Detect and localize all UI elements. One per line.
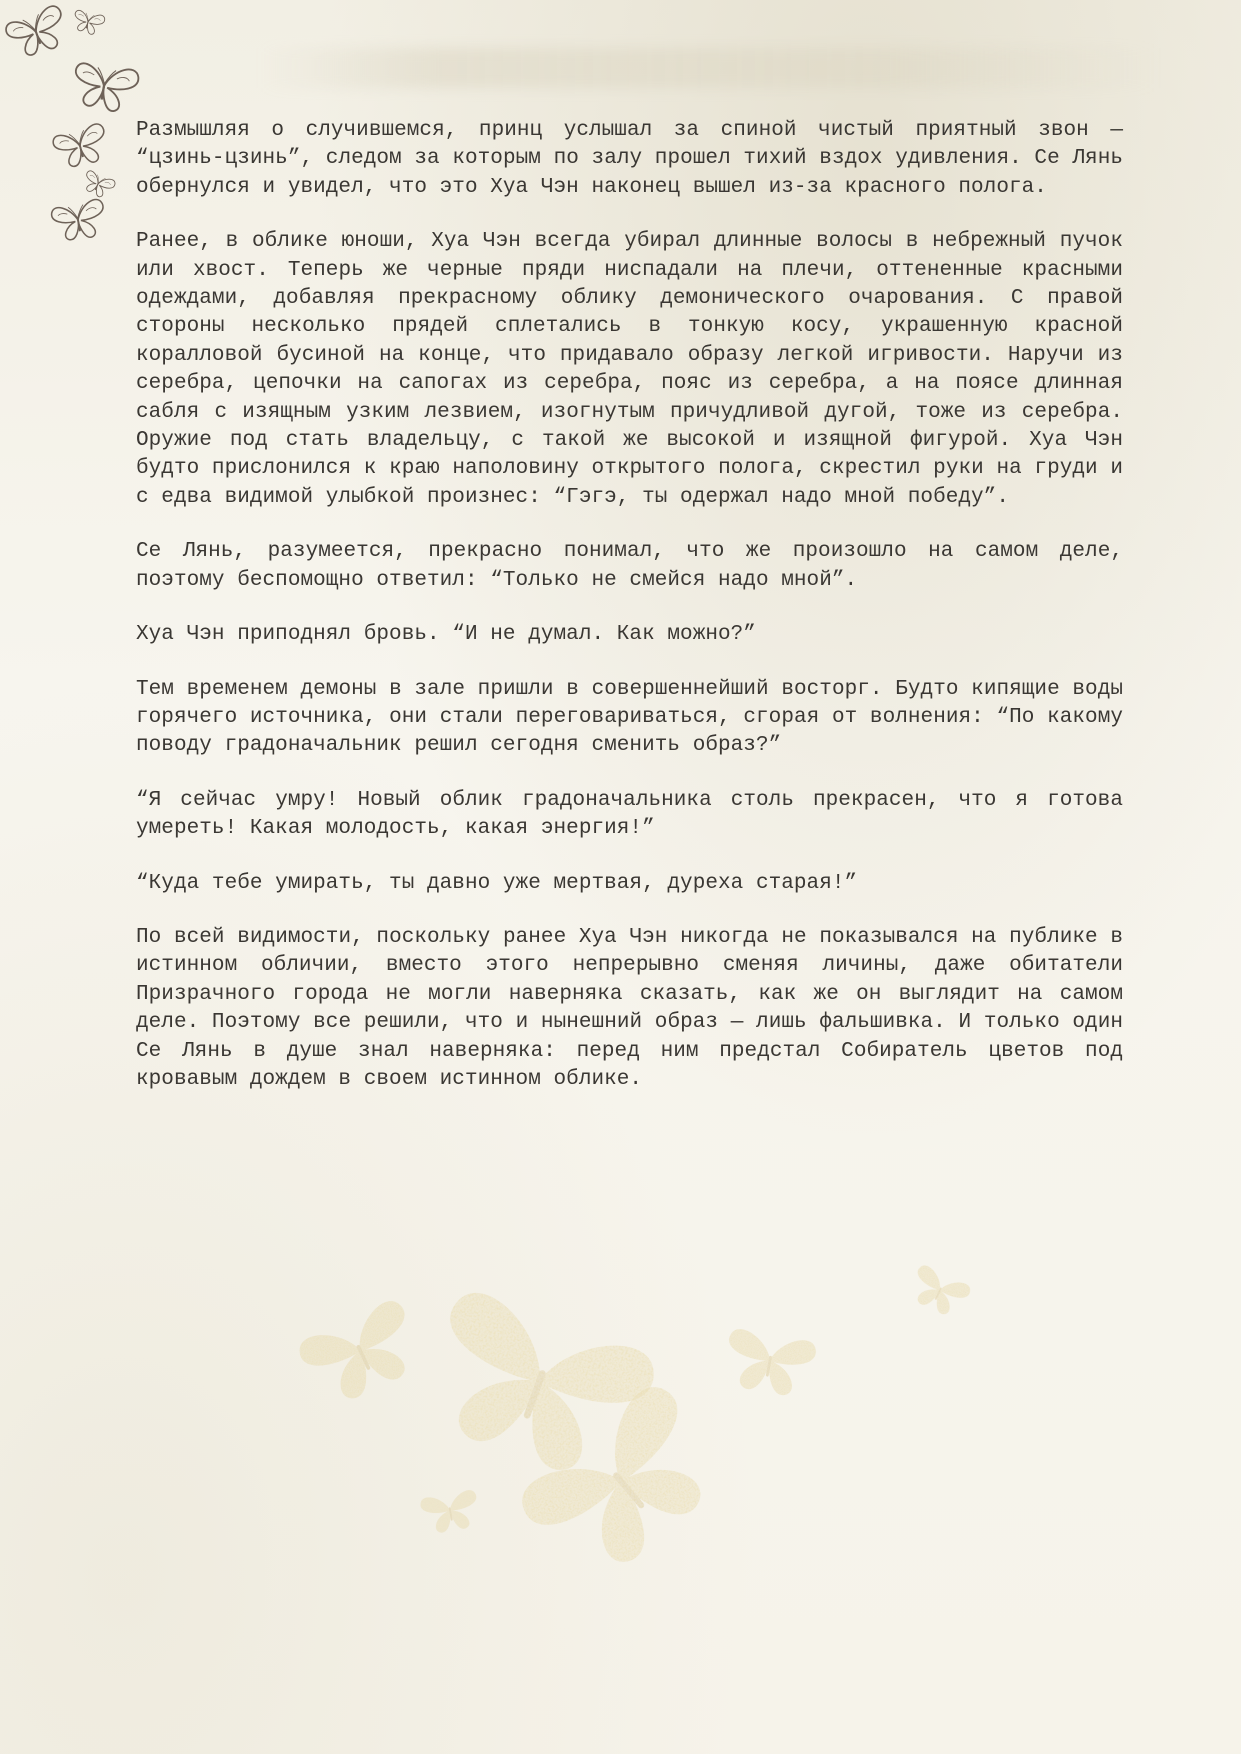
butterfly-sketch-icon [71,9,106,37]
paragraph-3: Се Лянь, разумеется, прекрасно понимал, что же произошло на самом деле, поэтому беспомощно ответил: “Только не смейся надо мной”. [136,540,1123,592]
butterfly-sketch-icon [3,4,71,61]
story-text [136,117,1123,1120]
butterfly-sketch-icon [50,198,108,243]
paragraph-6: “Я сейчас умру! Новый облик градоначальника столь прекрасен, что я готова умереть! Какая молодость, какая энергия!” [136,788,1123,841]
background-brush-stroke [260,48,1160,88]
gold-glitter-butterflies [280,1260,980,1600]
paragraph-7: “Куда тебе умирать, ты давно уже мертвая, дуреха старая!” [136,871,858,895]
gold-glitter-butterfly-icon [721,1327,818,1399]
top-left-butterflies [0,0,150,250]
gold-glitter-butterfly-icon [906,1263,973,1321]
gold-glitter-butterfly-icon [295,1297,429,1412]
paragraph-5: Тем временем демоны в зале пришли в совершеннейший восторг. Будто кипящие воды горячего источника, они стали переговариваться, сгорая от волнения: “По какому поводу градоначальник решил сегодня сменить образ?” [136,677,1123,758]
butterfly-sketch-icon [80,169,116,201]
paragraph-4: Хуа Чэн приподнял бровь. “И не думал. Как можно?” [136,623,756,647]
paragraph-1: Размышляя о случившемся, принц услышал за спиной чистый приятный звон — “цзинь-цзинь”, следом за которым по залу прошел тихий вздох удивления. Се Лянь обернулся и увидел, что это Хуа Чэн наконец вышел из-за красного полога. [136,119,1123,199]
gold-glitter-butterfly-icon [419,1489,481,1535]
paragraph-2: Ранее, в облике юноши, Хуа Чэн всегда убирал длинные волосы в небрежный пучок или хвост. Теперь же черные пряди ниспадали на плечи, оттененные красными одеждами, добавляя прекрасному облику демонического очарования. С правой стороны несколько прядей сплетались в тонкую косу, украшенную красной коралловой бусиной на конце, что придавало образу легкой игривости. Наручи из серебра, цепочки на сапогах из серебра, пояс из серебра, а на поясе длинная сабля с изящным узким лезвием, изогнутым причудливой дугой, тоже из серебра. Оружие под стать владельцу, с такой же высокой и изящной фигурой. Хуа Чэн будто прислонился к краю наполовину открытого полога, скрестил руки на груди и с едва видимой улыбкой произнес: “Гэгэ, ты одержал надо мной победу”. [136,230,1123,509]
butterfly-sketch-icon [51,122,111,171]
paragraph-8: По всей видимости, поскольку ранее Хуа Чэн никогда не показывался на публике в истинном обличии, вместо этого непрерывно сменяя личины, даже обитатели Призрачного города не могли наверняка сказать, как же он выглядит на самом деле. Поэтому все решили, что и нынешний образ — лишь фальшивка. И только один Се Лянь в душе знал наверняка: перед ним предстал Собиратель цветов под кровавым дождем в своем истинном облике. [136,925,1123,1091]
butterfly-sketch-icon [70,60,140,114]
